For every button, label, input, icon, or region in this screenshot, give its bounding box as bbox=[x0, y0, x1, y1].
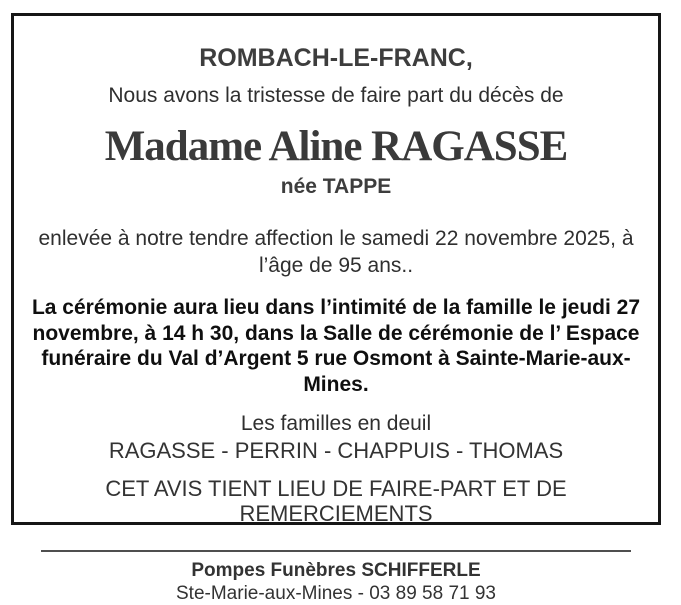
death-details: enlevée à notre tendre affection le samedi 22 novembre 2025, à l’âge de 95 ans.. bbox=[38, 227, 634, 278]
obituary-notice-frame bbox=[11, 13, 661, 605]
ceremony-details: La cérémonie aura lieu dans l’intimité de la famille le jeudi 27 novembre, à 14 h 30, dans la Salle de cérémonie de l’ Espace funéraire du Val d’Argent 5 rue Osmont à Sainte-Marie-aux-Mines. bbox=[31, 296, 641, 396]
city-heading: ROMBACH-LE-FRANC, bbox=[199, 44, 473, 72]
families-names: RAGASSE - PERRIN - CHAPPUIS - THOMAS bbox=[108, 437, 564, 463]
maiden-name: née TAPPE bbox=[280, 175, 392, 199]
intro-line: Nous avons la tristesse de faire part du décès de bbox=[108, 84, 564, 108]
footer-divider bbox=[41, 550, 631, 552]
funeral-home-name: Pompes Funèbres SCHIFFERLE bbox=[191, 560, 481, 582]
deceased-name: Madame Aline RAGASSE bbox=[104, 123, 568, 171]
funeral-home-contact: Ste-Marie-aux-Mines - 03 89 58 71 93 bbox=[176, 583, 496, 605]
families-label: Les familles en deuil bbox=[240, 411, 432, 435]
closing-statement: CET AVIS TIENT LIEU DE FAIRE-PART ET DE REMERCIEMENTS bbox=[105, 475, 567, 527]
